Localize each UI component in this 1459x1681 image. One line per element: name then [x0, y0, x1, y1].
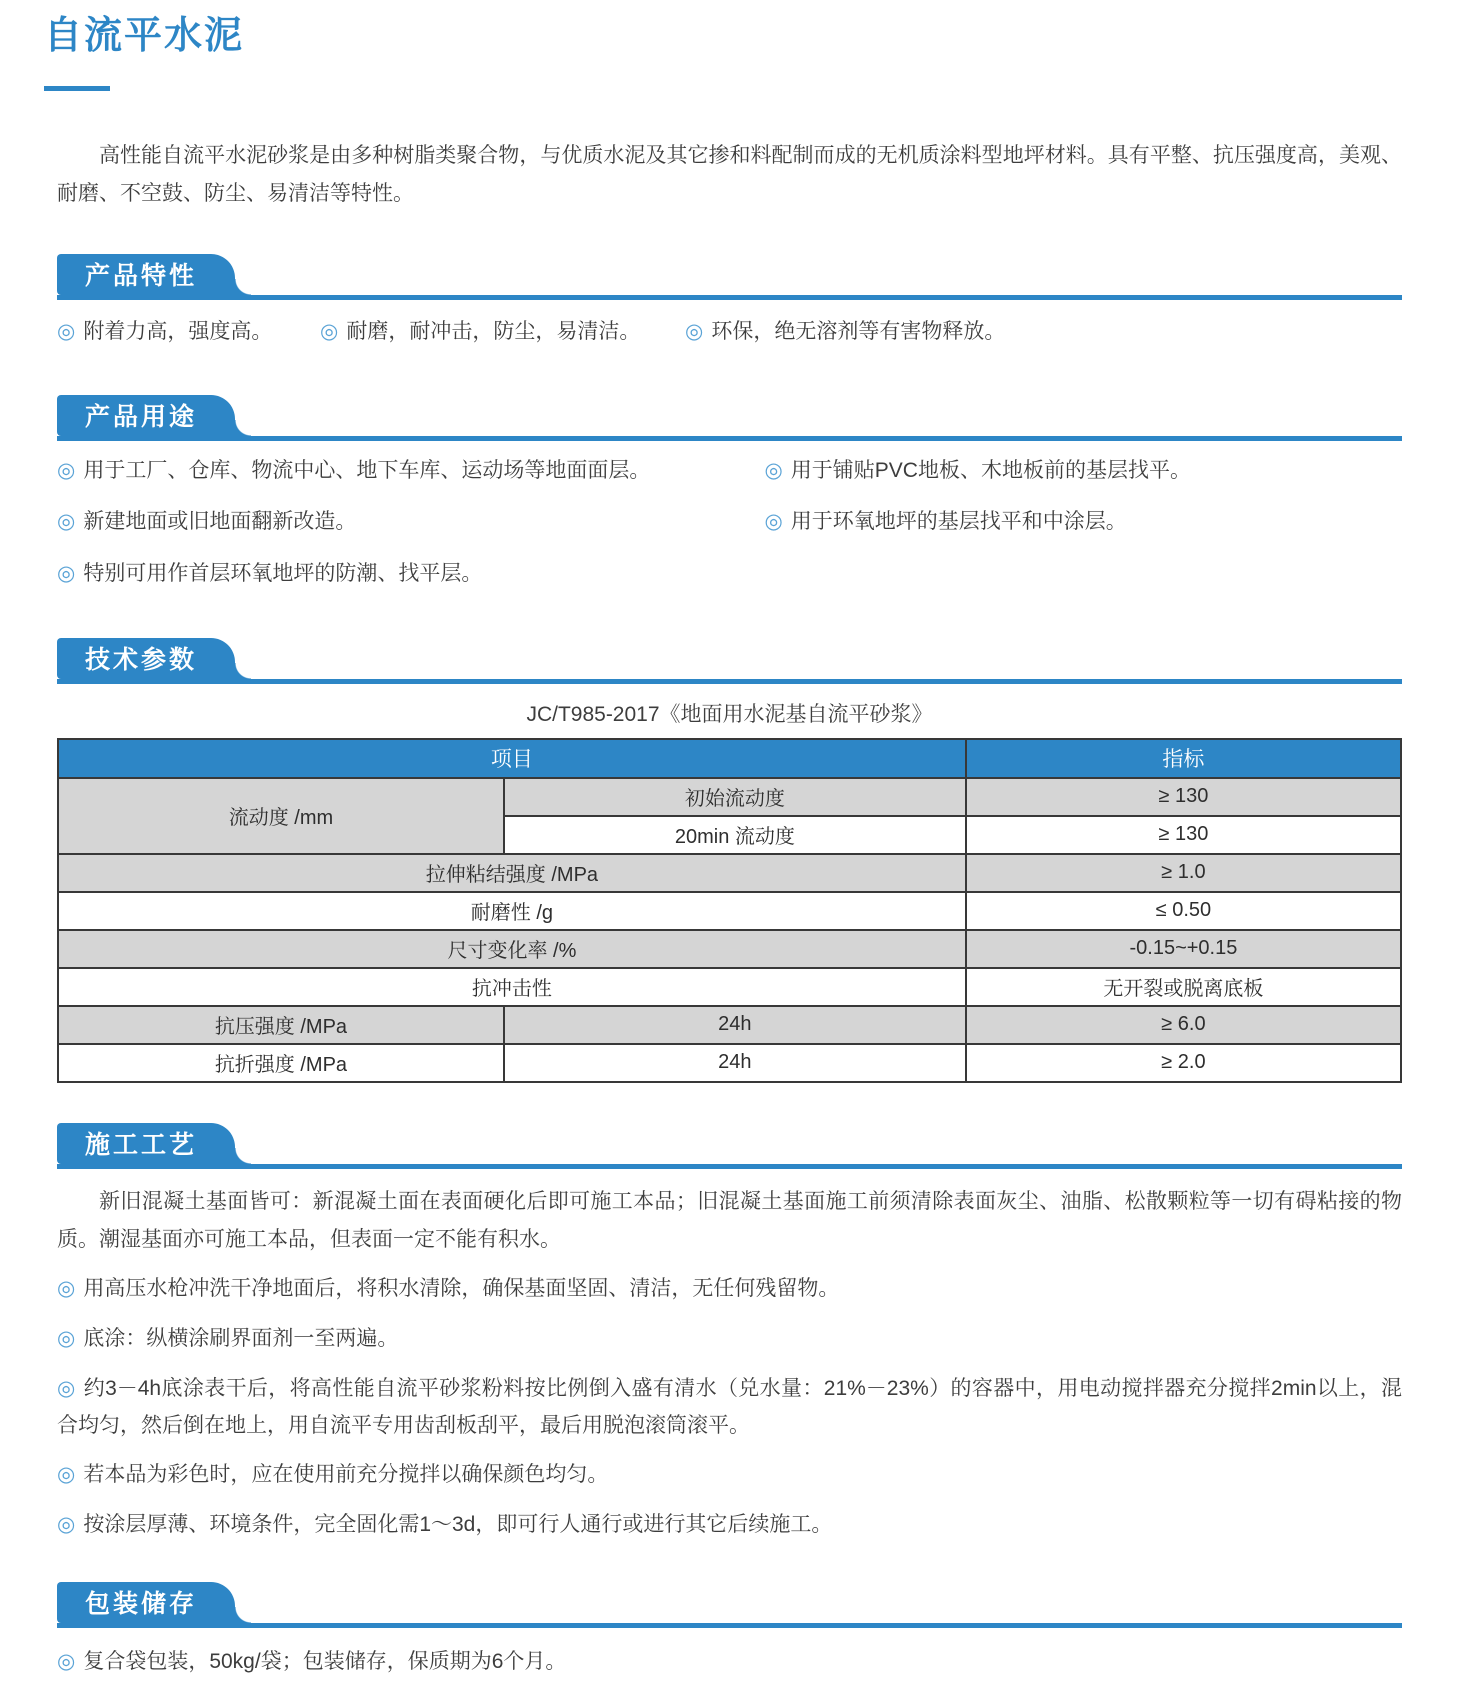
cell-value: 无开裂或脱离底板	[966, 968, 1401, 1006]
ring-bullet-icon: ◎	[57, 1277, 76, 1301]
ring-bullet-icon: ◎	[764, 510, 783, 534]
feature-text: 环保，绝无溶剂等有害物释放。	[711, 319, 1006, 343]
ring-bullet-icon: ◎	[685, 319, 704, 343]
uses-column-right	[764, 453, 1402, 608]
ring-bullet-icon: ◎	[57, 1649, 76, 1673]
cell-sub-item: 24h	[504, 1044, 966, 1082]
section-tab	[57, 395, 235, 436]
process-step-text: 按涂层厚薄、环境条件，完全固化需1～3d，即可行人通行或进行其它后续施工。	[83, 1513, 833, 1537]
ring-bullet-icon: ◎	[57, 562, 76, 586]
cell-value: ≥ 6.0	[966, 1006, 1401, 1044]
section-underline	[57, 295, 1402, 300]
page-content	[0, 137, 1459, 1681]
cell-item: 抗压强度 /MPa	[58, 1006, 504, 1044]
section-header-packaging	[57, 1582, 1402, 1628]
column-header-item: 项目	[58, 739, 966, 778]
ring-bullet-icon: ◎	[57, 1327, 76, 1351]
list-item	[57, 453, 764, 490]
process-step-text: 若本品为彩色时，应在使用前充分搅拌以确保颜色均匀。	[83, 1463, 609, 1487]
process-list	[57, 1271, 1402, 1544]
intro-paragraph: 高性能自流平水泥砂浆是由多种树脂类聚合物，与优质水泥及其它掺和料配制而成的无机质涂料型地坪材料。具有平整、抗压强度高，美观、耐磨、不空鼓、防尘、易清洁等特性。	[57, 143, 1402, 206]
packaging-text: 复合袋包装，50kg/袋；包装储存，保质期为6个月。	[83, 1649, 567, 1673]
feature-text: 附着力高，强度高。	[83, 319, 273, 343]
table-row	[58, 1006, 1401, 1044]
cell-sub-item: 20min 流动度	[504, 816, 966, 854]
ring-bullet-icon: ◎	[57, 1463, 76, 1487]
list-item	[57, 1321, 1402, 1358]
section-header-tech	[57, 638, 1402, 684]
cell-item: 抗冲击性	[58, 968, 966, 1006]
features-list	[57, 314, 1402, 351]
section-tab	[57, 1123, 235, 1164]
list-item	[320, 314, 685, 351]
cell-item: 拉伸粘结强度 /MPa	[58, 854, 966, 892]
uses-column-left	[57, 453, 764, 608]
section-heading-uses: 产品用途	[85, 403, 198, 432]
use-text: 新建地面或旧地面翻新改造。	[83, 510, 357, 534]
section-tab	[57, 254, 235, 295]
table-row	[58, 854, 1401, 892]
uses-list	[57, 453, 1402, 608]
section-tab	[57, 638, 235, 679]
section-underline	[57, 679, 1402, 684]
ring-bullet-icon: ◎	[57, 319, 76, 343]
list-item	[685, 314, 1005, 351]
list-item	[57, 504, 764, 541]
ring-bullet-icon: ◎	[57, 1513, 76, 1537]
feature-text: 耐磨，耐冲击，防尘，易清洁。	[346, 319, 641, 343]
list-item	[57, 1644, 1402, 1681]
list-item	[764, 453, 1402, 490]
standard-reference: JC/T985-2017《地面用水泥基自流平砂浆》	[526, 702, 933, 726]
use-text: 特别可用作首层环氧地坪的防潮、找平层。	[83, 562, 483, 586]
table-header-row	[58, 739, 1401, 778]
cell-item: 耐磨性 /g	[58, 892, 966, 930]
process-step-text: 用高压水枪冲洗干净地面后，将积水清除，确保基面坚固、清洁，无任何残留物。	[83, 1277, 840, 1301]
section-underline	[57, 436, 1402, 441]
section-heading-tech: 技术参数	[85, 646, 198, 675]
table-row	[58, 892, 1401, 930]
cell-sub-item: 初始流动度	[504, 778, 966, 816]
list-item	[57, 1507, 1402, 1544]
use-text: 用于铺贴PVC地板、木地板前的基层找平。	[790, 458, 1191, 482]
cell-value: ≥ 2.0	[966, 1044, 1401, 1082]
cell-value: ≥ 130	[966, 816, 1401, 854]
ring-bullet-icon: ◎	[320, 319, 339, 343]
list-item	[57, 1271, 1402, 1308]
ring-bullet-icon: ◎	[57, 1376, 76, 1400]
ring-bullet-icon: ◎	[57, 458, 76, 482]
process-intro-paragraph: 新旧混凝土基面皆可：新混凝土面在表面硬化后即可施工本品；旧混凝土基面施工前须清除表面灰尘、油脂、松散颗粒等一切有碍粘接的物质。潮湿基面亦可施工本品，但表面一定不能有积水。	[57, 1189, 1402, 1251]
section-underline	[57, 1623, 1402, 1628]
list-item	[57, 1457, 1402, 1494]
cell-sub-item: 24h	[504, 1006, 966, 1044]
section-heading-features: 产品特性	[85, 262, 198, 291]
cell-value: ≥ 130	[966, 778, 1401, 816]
page-title: 自流平水泥	[44, 15, 245, 57]
column-header-index: 指标	[966, 739, 1401, 778]
section-tab	[57, 1582, 235, 1623]
list-item	[764, 504, 1402, 541]
section-header-process	[57, 1123, 1402, 1169]
table-row	[58, 1044, 1401, 1082]
cell-value: ≤ 0.50	[966, 892, 1401, 930]
use-text: 用于环氧地坪的基层找平和中涂层。	[790, 510, 1127, 534]
list-item	[57, 1371, 1402, 1445]
cell-value: ≥ 1.0	[966, 854, 1401, 892]
list-item	[57, 314, 320, 351]
use-text: 用于工厂、仓库、物流中心、地下车库、运动场等地面面层。	[83, 458, 651, 482]
table-row	[58, 778, 1401, 816]
table-row	[58, 930, 1401, 968]
process-step-text: 约3－4h底涂表干后，将高性能自流平砂浆粉料按比例倒入盛有清水（兑水量：21%－23%）的容器中，用电动搅拌器充分搅拌2min以上，混合均匀，然后倒在地上，用自流平专用齿刮板刮平，最后用脱泡滚筒滚平。	[57, 1376, 1402, 1437]
packaging-list	[57, 1644, 1402, 1681]
title-underline	[44, 86, 110, 91]
cell-value: -0.15~+0.15	[966, 930, 1401, 968]
ring-bullet-icon: ◎	[764, 458, 783, 482]
table-row	[58, 968, 1401, 1006]
cell-item: 尺寸变化率 /%	[58, 930, 966, 968]
section-heading-process: 施工工艺	[85, 1131, 198, 1160]
section-header-uses	[57, 395, 1402, 441]
section-underline	[57, 1164, 1402, 1169]
spec-table	[57, 738, 1402, 1083]
cell-item: 抗折强度 /MPa	[58, 1044, 504, 1082]
process-step-text: 底涂：纵横涂刷界面剂一至两遍。	[83, 1327, 399, 1351]
ring-bullet-icon: ◎	[57, 510, 76, 534]
cell-flow-group: 流动度 /mm	[58, 778, 504, 854]
section-heading-packaging: 包装储存	[85, 1590, 198, 1619]
list-item	[57, 556, 764, 593]
section-header-features	[57, 254, 1402, 300]
